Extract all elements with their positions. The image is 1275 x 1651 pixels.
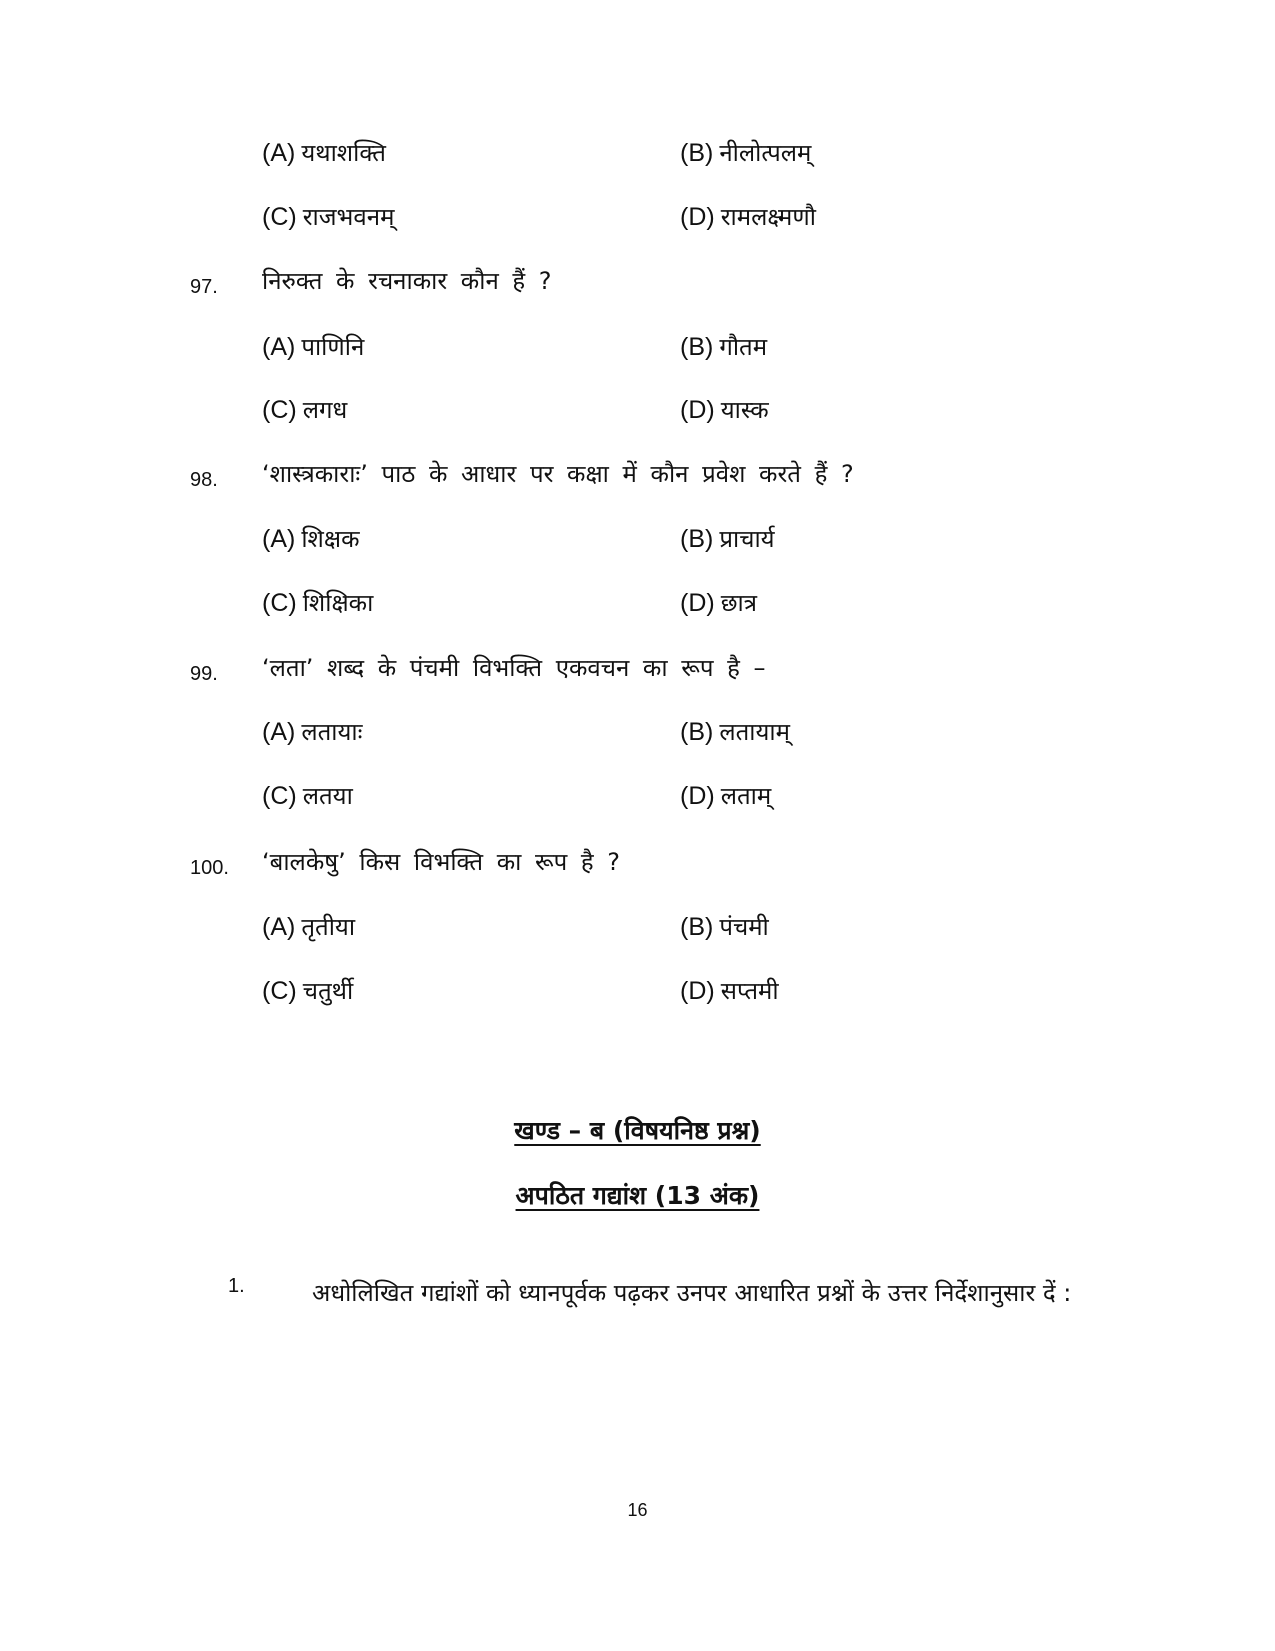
- question-text: ‘शास्त्रकाराः’ पाठ के आधार पर कक्षा में कौन प्रवेश करते हैं ?: [262, 460, 854, 488]
- question-99: [0, 651, 1275, 691]
- question-text: ‘लता’ शब्द के पंचमी विभक्ति एकवचन का रूप है –: [262, 654, 766, 682]
- section-title: [0, 1113, 1275, 1147]
- option-letter: (A): [262, 525, 296, 553]
- option-text: गौतम: [719, 333, 768, 361]
- option-letter: (B): [680, 139, 714, 167]
- instruction-text: अधोलिखित गद्यांशों को ध्यानपूर्वक पढ़कर उनपर आधारित प्रश्नों के उत्तर निर्देशानुसार दें :: [312, 1279, 1072, 1307]
- option-c: [262, 974, 353, 1007]
- option-text: यथाशक्ति: [301, 139, 386, 167]
- option-letter: (D): [680, 589, 715, 617]
- section-subtitle-text: अपठित गद्यांश (13 अंक): [515, 1181, 760, 1210]
- option-text: लगध: [302, 396, 348, 424]
- question-100-options-row-2: [0, 974, 1275, 1014]
- option-d: [680, 779, 771, 812]
- option-d: [680, 200, 816, 233]
- option-text: राजभवनम्: [302, 203, 395, 231]
- option-letter: (A): [262, 913, 296, 941]
- option-text: प्राचार्य: [719, 525, 775, 553]
- question-99-options-row-2: [0, 779, 1275, 819]
- option-letter: (C): [262, 589, 297, 617]
- option-letter: (B): [680, 718, 714, 746]
- option-letter: (D): [680, 203, 715, 231]
- option-letter: (C): [262, 977, 297, 1005]
- question-100: [0, 845, 1275, 885]
- option-text: लतायाः: [301, 718, 363, 746]
- question-98-options-row-1: [0, 522, 1275, 562]
- option-text: यास्क: [720, 396, 769, 424]
- option-letter: (A): [262, 718, 296, 746]
- question-text: निरुक्त के रचनाकार कौन हैं ?: [262, 267, 552, 295]
- option-c: [262, 586, 373, 619]
- option-letter: (C): [262, 396, 297, 424]
- option-b: [680, 136, 811, 169]
- option-text: चतुर्थी: [302, 977, 354, 1005]
- option-text: तृतीया: [301, 913, 356, 941]
- question-97-options-row-2: [0, 393, 1275, 433]
- option-letter: (D): [680, 396, 715, 424]
- page-number: 16: [627, 1500, 648, 1520]
- option-letter: (A): [262, 139, 296, 167]
- option-d: [680, 974, 779, 1007]
- option-text: नीलोत्पलम्: [719, 139, 812, 167]
- option-text: पंचमी: [719, 913, 769, 941]
- option-text: सप्तमी: [720, 977, 779, 1005]
- question-97-options-row-1: [0, 330, 1275, 370]
- option-b: [680, 715, 790, 748]
- prev-question-options-row-1: [0, 136, 1275, 176]
- option-text: लतया: [302, 782, 353, 810]
- option-letter: (A): [262, 333, 296, 361]
- option-letter: (B): [680, 333, 714, 361]
- section-title-text: खण्ड – ब (विषयनिष्ठ प्रश्न): [514, 1116, 761, 1145]
- option-d: [680, 393, 769, 426]
- question-number: 97.: [190, 276, 218, 298]
- option-text: लतायाम्: [719, 718, 790, 746]
- option-d: [680, 586, 757, 619]
- option-letter: (B): [680, 525, 714, 553]
- option-a: [262, 136, 386, 169]
- option-a: [262, 910, 355, 943]
- option-a: [262, 715, 362, 748]
- option-text: पाणिनि: [301, 333, 365, 361]
- question-number: 98.: [190, 469, 218, 491]
- question-99-options-row-1: [0, 715, 1275, 755]
- prev-question-options-row-2: [0, 200, 1275, 240]
- option-c: [262, 393, 347, 426]
- option-c: [262, 200, 394, 233]
- option-c: [262, 779, 353, 812]
- section-subtitle: [0, 1178, 1275, 1212]
- option-letter: (D): [680, 977, 715, 1005]
- option-a: [262, 522, 360, 555]
- option-letter: (B): [680, 913, 714, 941]
- option-text: रामलक्ष्मणौ: [720, 203, 816, 231]
- option-b: [680, 330, 767, 363]
- question-100-options-row-1: [0, 910, 1275, 950]
- question-98-options-row-2: [0, 586, 1275, 626]
- question-text: ‘बालकेषु’ किस विभक्ति का रूप है ?: [262, 848, 621, 876]
- option-b: [680, 910, 769, 943]
- option-letter: (D): [680, 782, 715, 810]
- question-97: [0, 264, 1275, 304]
- option-a: [262, 330, 364, 363]
- option-text: शिक्षक: [301, 525, 360, 553]
- option-text: शिक्षिका: [302, 589, 374, 617]
- option-text: छात्र: [720, 589, 758, 617]
- question-number: 99.: [190, 663, 218, 685]
- question-98: [0, 457, 1275, 497]
- instruction-number: 1.: [228, 1275, 245, 1297]
- option-text: लताम्: [720, 782, 772, 810]
- question-number: 100.: [190, 857, 229, 879]
- option-letter: (C): [262, 782, 297, 810]
- option-letter: (C): [262, 203, 297, 231]
- option-b: [680, 522, 775, 555]
